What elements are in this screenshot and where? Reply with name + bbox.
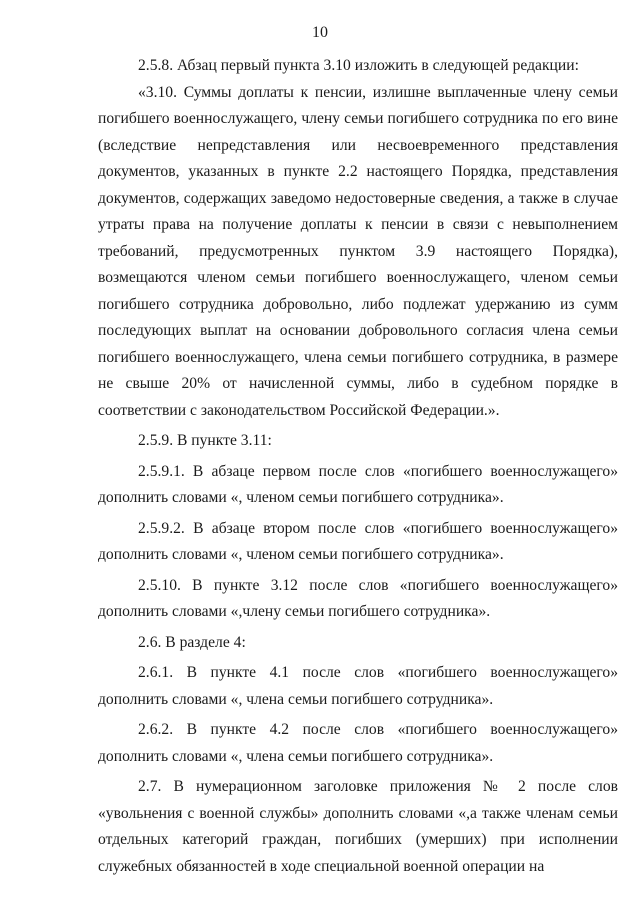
document-body [98, 53, 618, 880]
paragraph-2-5-9-2: 2.5.9.2. В абзаце втором после слов «погибшего военнослужащего» дополнить словами «, членом семьи погибшего сотрудника». [98, 519, 618, 563]
paragraph-2-6: 2.6. В разделе 4: [138, 633, 246, 651]
paragraph-2-5-10: 2.5.10. В пункте 3.12 после слов «погибшего военнослужащего» дополнить словами «,члену семьи погибшего сотрудника». [98, 576, 618, 620]
paragraph-3-10-text: «3.10. Суммы доплаты к пенсии, излишне выплаченные члену семьи погибшего военнослужащего, члену семьи погибшего сотрудника по его вине (вследствие непредставления или несвоевременного представления документов, указанных в пункте 2.2 настоящего Порядка, представления документов, содержащих заведомо недостоверные сведения, а также в случае утраты права на получение доплаты к пенсии в связи с невыполнением требований, предусмотренных пунктом 3.9 настоящего Порядка), возмещаются членом семьи погибшего военнослужащего, членом семьи погибшего сотрудника добровольно, либо подлежат удержанию из сумм последующих выплат на основании добровольного согласия члена семьи погибшего военнослужащего, члена семьи погибшего сотрудника, в размере не свыше 20% от начисленной суммы, либо в судебном порядке в соответствии с законодательством Российской Федерации.». [98, 83, 618, 419]
paragraph-2-5-9-1: 2.5.9.1. В абзаце первом после слов «погибшего военнослужащего» дополнить словами «, членом семьи погибшего сотрудника». [98, 462, 618, 506]
page-number: 10 [312, 24, 328, 41]
paragraph-2-5-9: 2.5.9. В пункте 3.11: [138, 432, 272, 449]
paragraph-2-6-2: 2.6.2. В пункте 4.2 после слов «погибшего военнослужащего» дополнить словами «, члена семьи погибшего сотрудника». [98, 721, 618, 765]
paragraph-2-7: 2.7. В нумерационном заголовке приложения № 2 после слов «увольнения с военной службы» дополнить словами «,а также членам семьи отдельных категорий граждан, погибших (умерших) при исполнении служебных обязанностей в ходе специальной военной операции на [98, 778, 618, 875]
paragraph-2-6-1: 2.6.1. В пункте 4.1 после слов «погибшего военнослужащего» дополнить словами «, члена семьи погибшего сотрудника». [98, 664, 618, 708]
paragraph-2-5-8: 2.5.8. Абзац первый пункта 3.10 изложить в следующей редакции: [138, 57, 579, 74]
